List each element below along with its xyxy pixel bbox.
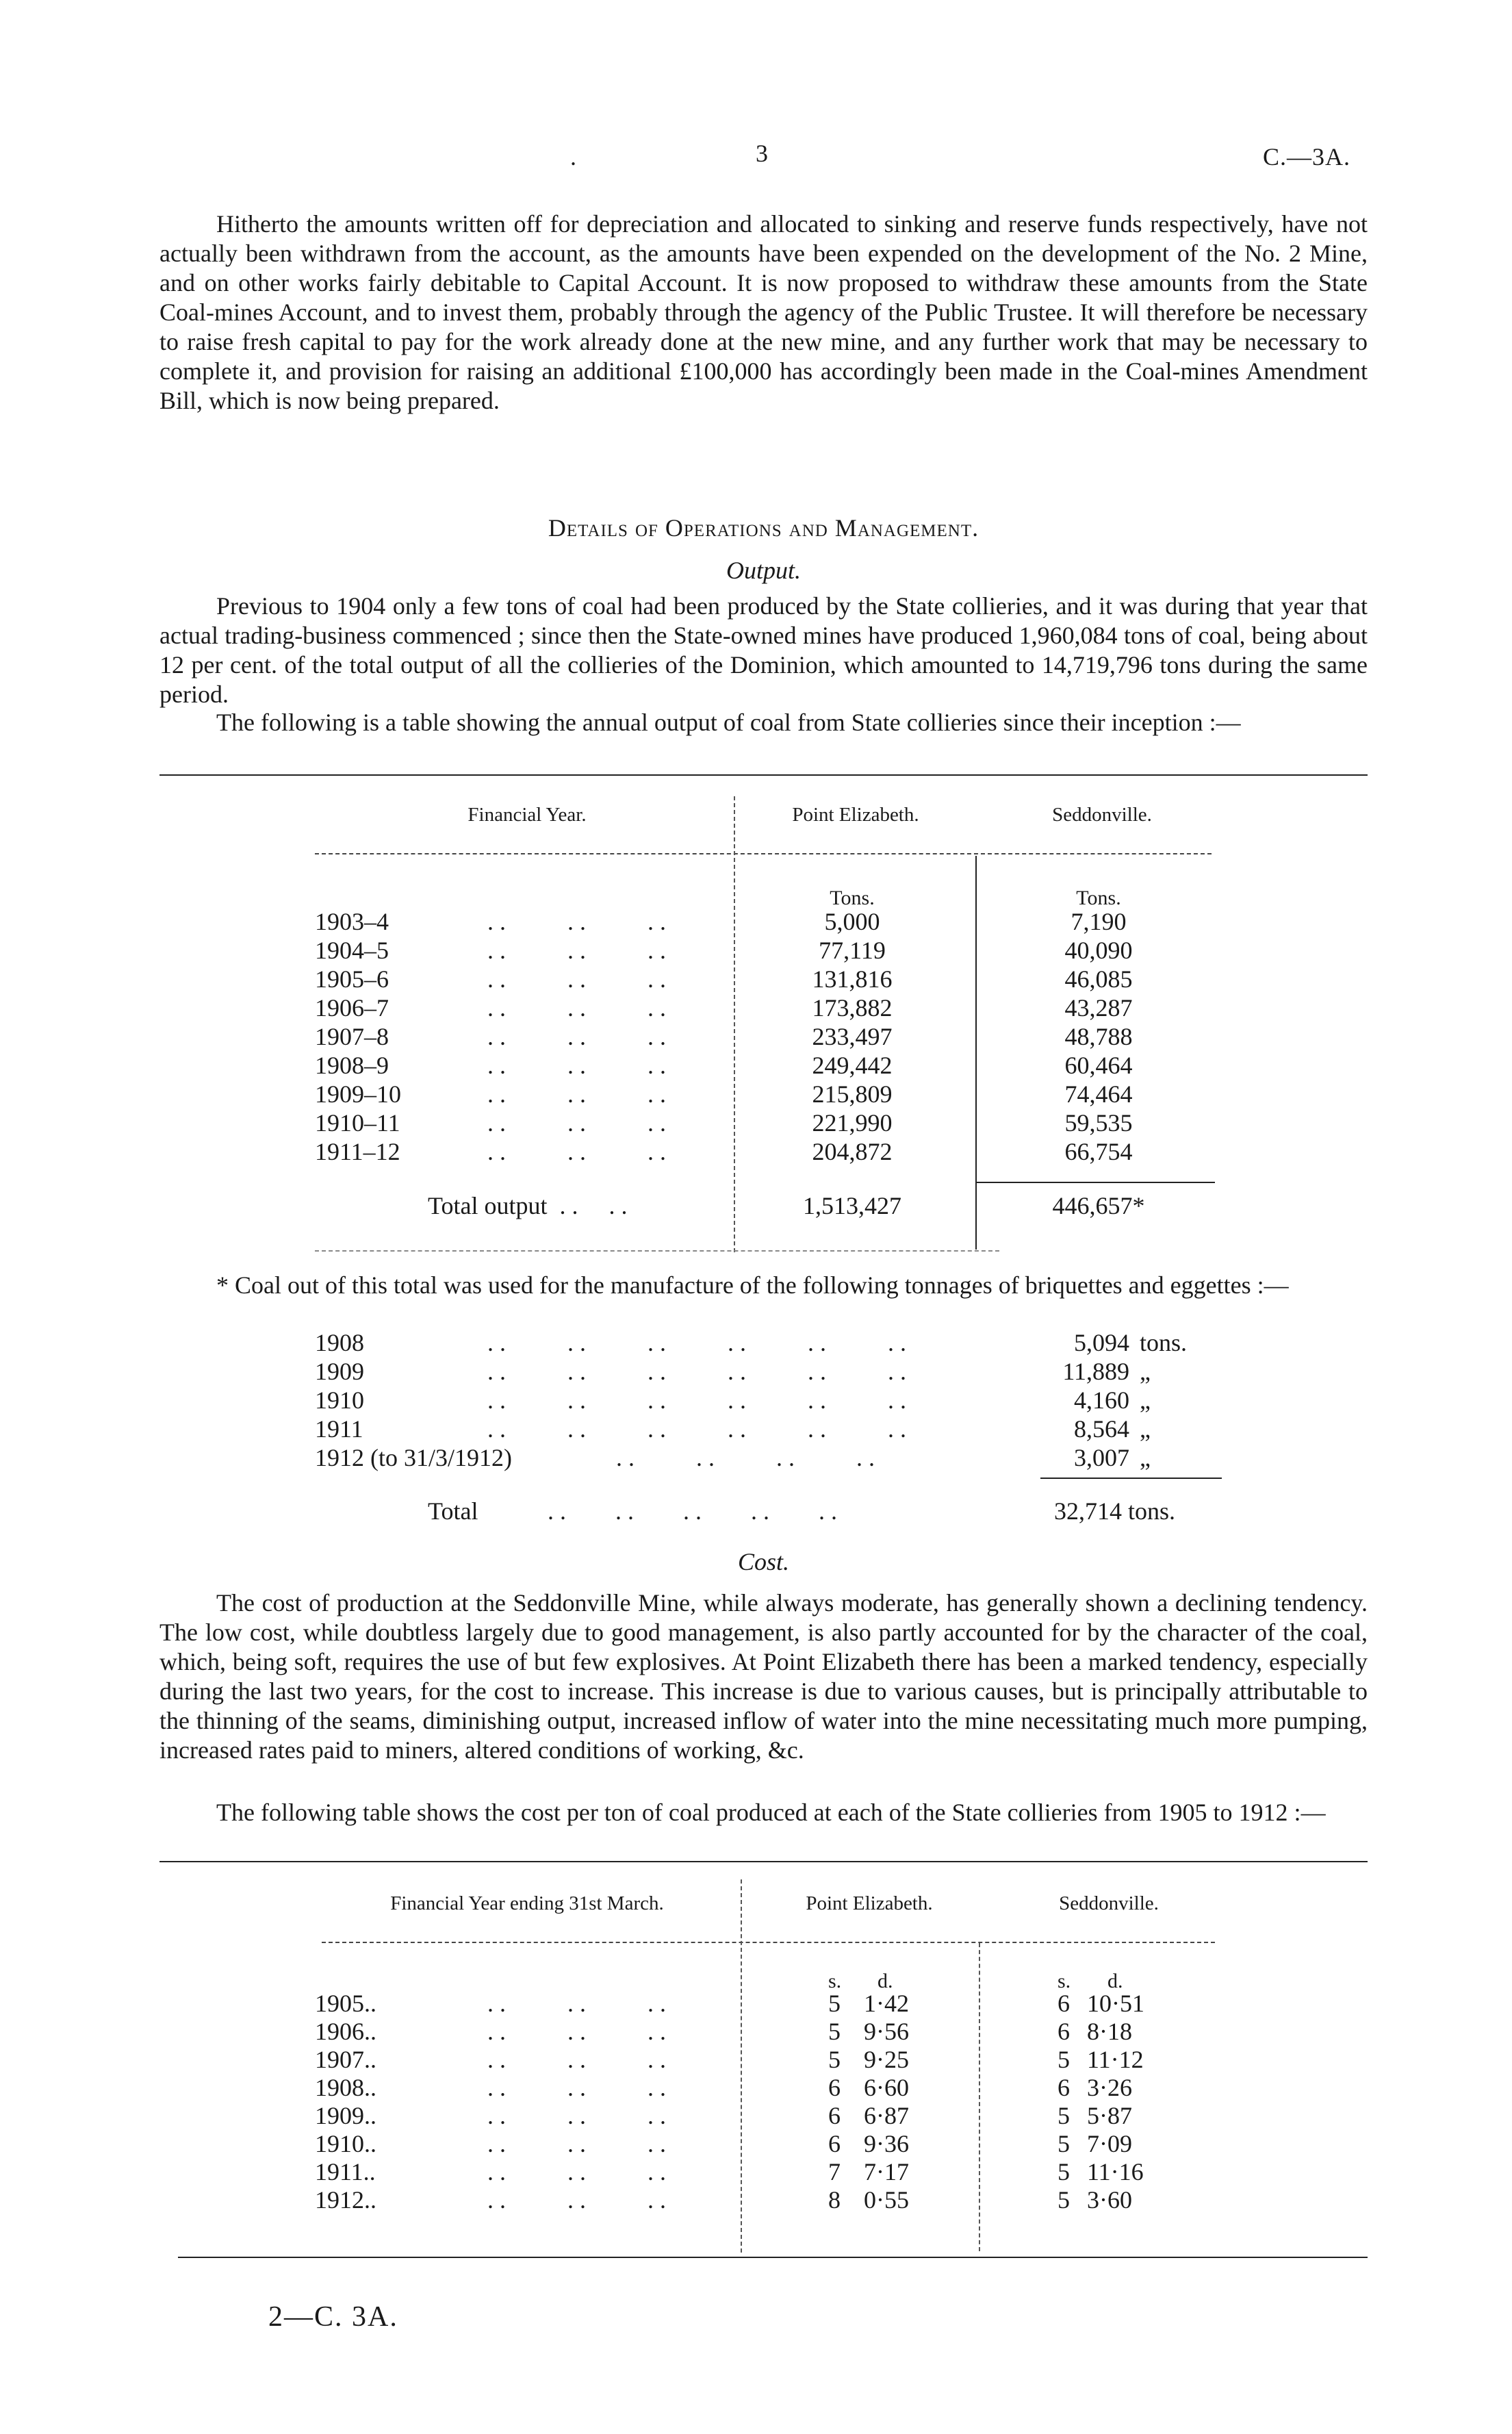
- cost-unit-sv-d: d.: [1107, 1970, 1123, 1992]
- cost-col-header-year: Financial Year ending 31st March.: [390, 1892, 664, 1914]
- cost-row-sv-shillings: 5: [1058, 2102, 1070, 2129]
- total-output-pe: 1,513,427: [803, 1192, 901, 1219]
- briquettes-leader: . . . . . . . . . . . .: [487, 1358, 906, 1385]
- briquettes-unit: „: [1140, 1386, 1151, 1414]
- total-rule: [975, 1182, 1215, 1183]
- col-header-seddonville: Seddonville.: [1052, 804, 1152, 826]
- cost-row-sv-pence: 7·09: [1087, 2130, 1132, 2157]
- briquettes-total-label: Total: [428, 1497, 478, 1525]
- output-row-point-elizabeth: 233,497: [812, 1023, 893, 1050]
- cost-row-year: 1907..: [315, 2046, 376, 2073]
- output-row-point-elizabeth: 173,882: [812, 994, 893, 1022]
- cost-unit-pe-d: d.: [877, 1970, 893, 1992]
- output-row-leader: . . . . . .: [487, 1138, 666, 1165]
- output-row-leader: . . . . . .: [487, 1023, 666, 1050]
- output-row-year: 1906–7: [315, 994, 389, 1022]
- cost-row-pe-pence: 6·60: [864, 2074, 909, 2101]
- cost-col-header-sv: Seddonville.: [1059, 1892, 1159, 1914]
- briquettes-leader: . . . . . . . . . . . .: [487, 1415, 906, 1443]
- cost-row-year: 1912..: [315, 2186, 376, 2214]
- output-row-year: 1909–10: [315, 1080, 401, 1108]
- cost-row-pe-pence: 9·36: [864, 2130, 909, 2157]
- output-row-leader: . . . . . .: [487, 965, 666, 993]
- cost-subheading: Cost.: [737, 1548, 790, 1575]
- cost-row-sv-pence: 3·26: [1087, 2074, 1132, 2101]
- briquettes-amount: 4,160: [1074, 1386, 1129, 1414]
- briquettes-year: 1911: [315, 1415, 363, 1443]
- briquettes-year: 1909: [315, 1358, 364, 1385]
- header-rule: [315, 853, 1212, 854]
- cost-paragraph-2: The following table shows the cost per ton of coal produced at each of the State collieries from 1905 to 1912 :—: [216, 1799, 1326, 1826]
- briquettes-total-rule: [1040, 1478, 1222, 1479]
- cost-column-divider-2: [979, 1943, 980, 2251]
- briquettes-amount: 8,564: [1074, 1415, 1129, 1443]
- header-bullet: .: [570, 143, 576, 170]
- output-subheading: Output.: [726, 557, 801, 584]
- cost-row-pe-shillings: 5: [828, 1990, 841, 2017]
- cost-row-pe-pence: 1·42: [864, 1990, 909, 2017]
- output-row-seddonville: 74,464: [1064, 1080, 1133, 1108]
- output-footnote: * Coal out of this total was used for the manufacture of the following tonnages of briquettes and eggettes :—: [216, 1271, 1289, 1299]
- cost-header-rule: [322, 1942, 1215, 1943]
- output-row-leader: . . . . . .: [487, 1052, 666, 1079]
- cost-row-year: 1911..: [315, 2158, 376, 2185]
- cost-unit-pe-s: s.: [828, 1970, 842, 1992]
- cost-row-leader: . . . . . .: [487, 2130, 666, 2157]
- output-row-leader: . . . . . .: [487, 908, 666, 935]
- cost-column-divider-1: [741, 1879, 742, 2253]
- cost-row-pe-shillings: 8: [828, 2186, 841, 2214]
- cost-row-sv-shillings: 6: [1058, 1990, 1070, 2017]
- cost-row-pe-shillings: 6: [828, 2130, 841, 2157]
- intro-paragraph: Hitherto the amounts written off for depreciation and allocated to sinking and reserve funds respectively, have not actually been withdrawn from the account, as the amounts have been expended on the development of the No. 2 Mine, and on other works fairly debitable to Capital Account. It is now proposed to withdraw these amounts from the State Coal-mines Account, and to invest them, probably through the agency of the Public Trustee. It will therefore be necessary to raise fresh capital to pay for the work already done at the new mine, and any further work that may be necessary to complete it, and provision for raising an additional £100,000 has accordingly been made in the Coal-mines Amendment Bill, which is now being prepared.: [159, 210, 1368, 414]
- cost-col-header-pe: Point Elizabeth.: [806, 1892, 933, 1914]
- cost-row-sv-pence: 10·51: [1087, 1990, 1144, 2017]
- unit-pe: Tons.: [830, 887, 875, 909]
- cost-row-year: 1906..: [315, 2018, 376, 2045]
- cost-row-pe-shillings: 6: [828, 2102, 841, 2129]
- cost-row-pe-pence: 7·17: [864, 2158, 909, 2185]
- output-row-seddonville: 66,754: [1064, 1138, 1133, 1165]
- cost-row-sv-shillings: 5: [1058, 2130, 1070, 2157]
- table-bottom-rule: [315, 1250, 999, 1252]
- output-row-seddonville: 43,287: [1064, 994, 1133, 1022]
- cost-row-pe-pence: 9·25: [864, 2046, 909, 2073]
- briquettes-year: 1912 (to 31/3/1912): [315, 1444, 512, 1471]
- cost-row-pe-pence: 9·56: [864, 2018, 909, 2045]
- cost-row-year: 1910..: [315, 2130, 376, 2157]
- output-row-point-elizabeth: 131,816: [812, 965, 893, 993]
- briquettes-total-value: 32,714 tons.: [1054, 1497, 1176, 1525]
- output-row-year: 1907–8: [315, 1023, 389, 1050]
- output-row-year: 1903–4: [315, 908, 389, 935]
- cost-unit-sv-s: s.: [1058, 1970, 1071, 1992]
- cost-row-pe-shillings: 6: [828, 2074, 841, 2101]
- cost-row-pe-pence: 6·87: [864, 2102, 909, 2129]
- output-row-seddonville: 40,090: [1064, 937, 1133, 964]
- output-row-point-elizabeth: 215,809: [812, 1080, 893, 1108]
- cost-row-leader: . . . . . .: [487, 2074, 666, 2101]
- output-row-seddonville: 46,085: [1064, 965, 1133, 993]
- output-row-year: 1908–9: [315, 1052, 389, 1079]
- cost-row-sv-shillings: 6: [1058, 2018, 1070, 2045]
- output-row-leader: . . . . . .: [487, 1109, 666, 1137]
- total-output-label: [428, 1191, 627, 1221]
- output-row-year: 1911–12: [315, 1138, 400, 1165]
- output-row-leader: . . . . . .: [487, 937, 666, 964]
- cost-row-leader: . . . . . .: [487, 2158, 666, 2185]
- unit-sv: Tons.: [1076, 887, 1121, 909]
- cost-table-top-rule: [159, 1861, 1368, 1862]
- cost-row-year: 1909..: [315, 2102, 376, 2129]
- output-paragraph-1: Previous to 1904 only a few tons of coal had been produced by the State collieries, and it was during that year that actual trading-business commenced ; since then the State-owned mines have produced 1,960,084 tons of coal, being about 12 per cent. of the total output of all the collieries of the Dominion, which amounted to 14,719,796 tons during the same period.: [159, 592, 1368, 708]
- cost-row-sv-shillings: 5: [1058, 2046, 1070, 2073]
- doc-reference: C.—3A.: [1263, 143, 1351, 170]
- briquettes-amount: 3,007: [1074, 1444, 1129, 1471]
- output-row-seddonville: 7,190: [1071, 908, 1127, 935]
- cost-row-sv-pence: 8·18: [1087, 2018, 1132, 2045]
- briquettes-unit: „: [1140, 1415, 1151, 1443]
- cost-row-pe-pence: 0·55: [864, 2186, 909, 2214]
- total-output-leader: . . . .: [553, 1192, 628, 1219]
- cost-table-bottom-rule: [178, 2257, 1368, 2258]
- cost-row-sv-pence: 11·12: [1087, 2046, 1144, 2073]
- output-row-point-elizabeth: 249,442: [812, 1052, 893, 1079]
- briquettes-year: 1910: [315, 1386, 364, 1414]
- briquettes-leader: . . . . . . . . . . . .: [487, 1329, 906, 1356]
- output-row-point-elizabeth: 77,119: [819, 937, 886, 964]
- output-paragraph-2: The following is a table showing the annual output of coal from State collieries since their inception :—: [216, 709, 1241, 736]
- output-row-seddonville: 59,535: [1064, 1109, 1133, 1137]
- output-row-point-elizabeth: 221,990: [812, 1109, 893, 1137]
- column-divider-2: [975, 856, 977, 1250]
- output-row-leader: . . . . . .: [487, 1080, 666, 1108]
- output-row-point-elizabeth: 204,872: [812, 1138, 893, 1165]
- cost-row-leader: . . . . . .: [487, 2186, 666, 2214]
- output-row-leader: . . . . . .: [487, 994, 666, 1022]
- output-row-year: 1904–5: [315, 937, 389, 964]
- total-output-sv: 446,657*: [1052, 1192, 1145, 1219]
- cost-row-leader: . . . . . .: [487, 2102, 666, 2129]
- cost-row-leader: . . . . . .: [487, 1990, 666, 2017]
- cost-row-pe-shillings: 7: [828, 2158, 841, 2185]
- output-row-seddonville: 48,788: [1064, 1023, 1133, 1050]
- output-row-year: 1905–6: [315, 965, 389, 993]
- briquettes-unit: „: [1140, 1444, 1151, 1471]
- cost-row-sv-shillings: 5: [1058, 2158, 1070, 2185]
- cost-row-sv-shillings: 5: [1058, 2186, 1070, 2214]
- briquettes-leader: . . . . . . . . . . . .: [487, 1386, 906, 1414]
- cost-row-sv-shillings: 6: [1058, 2074, 1070, 2101]
- cost-row-year: 1908..: [315, 2074, 376, 2101]
- cost-row-sv-pence: 3·60: [1087, 2186, 1132, 2214]
- briquettes-amount: 5,094: [1074, 1329, 1129, 1356]
- page-number: 3: [756, 140, 768, 167]
- briquettes-year: 1908: [315, 1329, 364, 1356]
- briquettes-unit: tons.: [1140, 1329, 1188, 1356]
- cost-row-leader: . . . . . .: [487, 2018, 666, 2045]
- col-header-point-elizabeth: Point Elizabeth.: [792, 804, 919, 826]
- output-row-seddonville: 60,464: [1064, 1052, 1133, 1079]
- output-row-year: 1910–11: [315, 1109, 400, 1137]
- briquettes-unit: „: [1140, 1358, 1151, 1385]
- cost-row-sv-pence: 11·16: [1087, 2158, 1144, 2185]
- output-row-point-elizabeth: 5,000: [824, 908, 880, 935]
- cost-row-leader: . . . . . .: [487, 2046, 666, 2073]
- cost-row-year: 1905..: [315, 1990, 376, 2017]
- footer-signature: 2—C. 3A.: [268, 2301, 398, 2333]
- col-header-financial-year: Financial Year.: [467, 804, 587, 826]
- cost-row-pe-shillings: 5: [828, 2018, 841, 2045]
- briquettes-total-leader: . . . . . . . . . .: [548, 1497, 837, 1525]
- briquettes-leader: . . . . . . . .: [616, 1444, 875, 1471]
- cost-row-sv-pence: 5·87: [1087, 2102, 1132, 2129]
- briquettes-amount: 11,889: [1062, 1358, 1129, 1385]
- section-heading: Details of Operations and Management.: [548, 514, 979, 542]
- table-top-rule: [159, 774, 1368, 776]
- cost-paragraph-1: The cost of production at the Seddonville Mine, while always moderate, has generally shown a declining tendency. The low cost, while doubtless largely due to good management, is also partly accounted for by the character of the coal, which, being soft, requires the use of but few explosives. At Point Elizabeth there has been a marked tendency, especially during the last two years, for the cost to increase. This increase is due to various causes, but is principally attributable to the thinning of the seams, diminishing output, increased inflow of water into the mine necessitating much more pumping, increased rates paid to miners, altered conditions of working, &c.: [159, 1589, 1368, 1764]
- cost-row-pe-shillings: 5: [828, 2046, 841, 2073]
- total-output-text: Total output: [428, 1192, 548, 1219]
- column-divider-1: [734, 796, 735, 1252]
